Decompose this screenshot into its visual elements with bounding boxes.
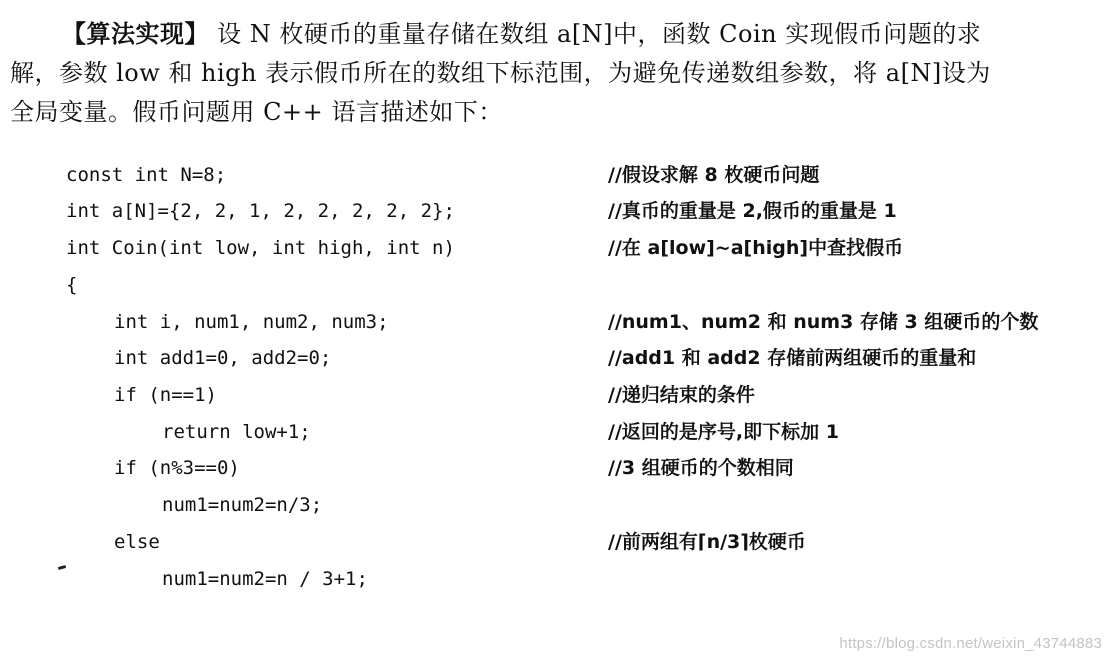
code-comment: //num1、num2 和 num3 存储 3 组硬币的个数 xyxy=(608,311,1039,333)
code-line xyxy=(0,199,1112,235)
watermark: https://blog.csdn.net/weixin_43744883 xyxy=(839,635,1102,652)
code-text: else xyxy=(114,531,160,553)
code-text: int i, num1, num2, num3; xyxy=(114,311,389,333)
code-line xyxy=(0,383,1112,419)
code-comment: //前两组有⌈n/3⌉枚硬币 xyxy=(608,531,806,553)
code-text: int Coin(int low, int high, int n) xyxy=(66,237,455,259)
code-comment: //add1 和 add2 存储前两组硬币的重量和 xyxy=(608,347,977,369)
intro-line-1-text: 设 N 枚硬币的重量存储在数组 a[N]中，函数 Coin 实现假币问题的求 xyxy=(209,20,982,48)
section-heading: 【算法实现】 xyxy=(62,19,209,48)
code-line xyxy=(0,236,1112,272)
code-line xyxy=(0,346,1112,382)
code-line xyxy=(0,530,1112,566)
code-text: int a[N]={2, 2, 1, 2, 2, 2, 2, 2}; xyxy=(66,200,455,222)
code-comment: //在 a[low]~a[high]中查找假币 xyxy=(608,237,904,259)
code-text: return low+1; xyxy=(162,421,311,443)
code-line xyxy=(0,310,1112,346)
code-comment: //返回的是序号,即下标加 1 xyxy=(608,421,839,443)
code-comment: //3 组硬币的个数相同 xyxy=(608,457,794,479)
code-line xyxy=(0,273,1112,309)
intro-line-3: 全局变量。假币问题用 C++ 语言描述如下： xyxy=(10,98,503,126)
code-line xyxy=(0,456,1112,492)
code-comment: //递归结束的条件 xyxy=(608,384,755,406)
code-line xyxy=(0,420,1112,456)
code-line xyxy=(0,567,1112,603)
code-comment: //真币的重量是 2,假币的重量是 1 xyxy=(608,200,897,222)
code-text: if (n==1) xyxy=(114,384,217,406)
code-text: { xyxy=(66,274,78,296)
code-text: if (n%3==0) xyxy=(114,457,240,479)
intro-line-2: 解，参数 low 和 high 表示假币所在的数组下标范围，为避免传递数组参数，将 a[N]设为 xyxy=(10,59,991,87)
code-text: const int N=8; xyxy=(66,164,227,186)
code-line xyxy=(0,163,1112,199)
code-text: num1=num2=n/3; xyxy=(162,494,323,516)
code-text: num1=num2=n / 3+1; xyxy=(162,568,368,590)
code-line xyxy=(0,493,1112,529)
code-comment: //假设求解 8 枚硬币问题 xyxy=(608,164,820,186)
code-text: int add1=0, add2=0; xyxy=(114,347,332,369)
